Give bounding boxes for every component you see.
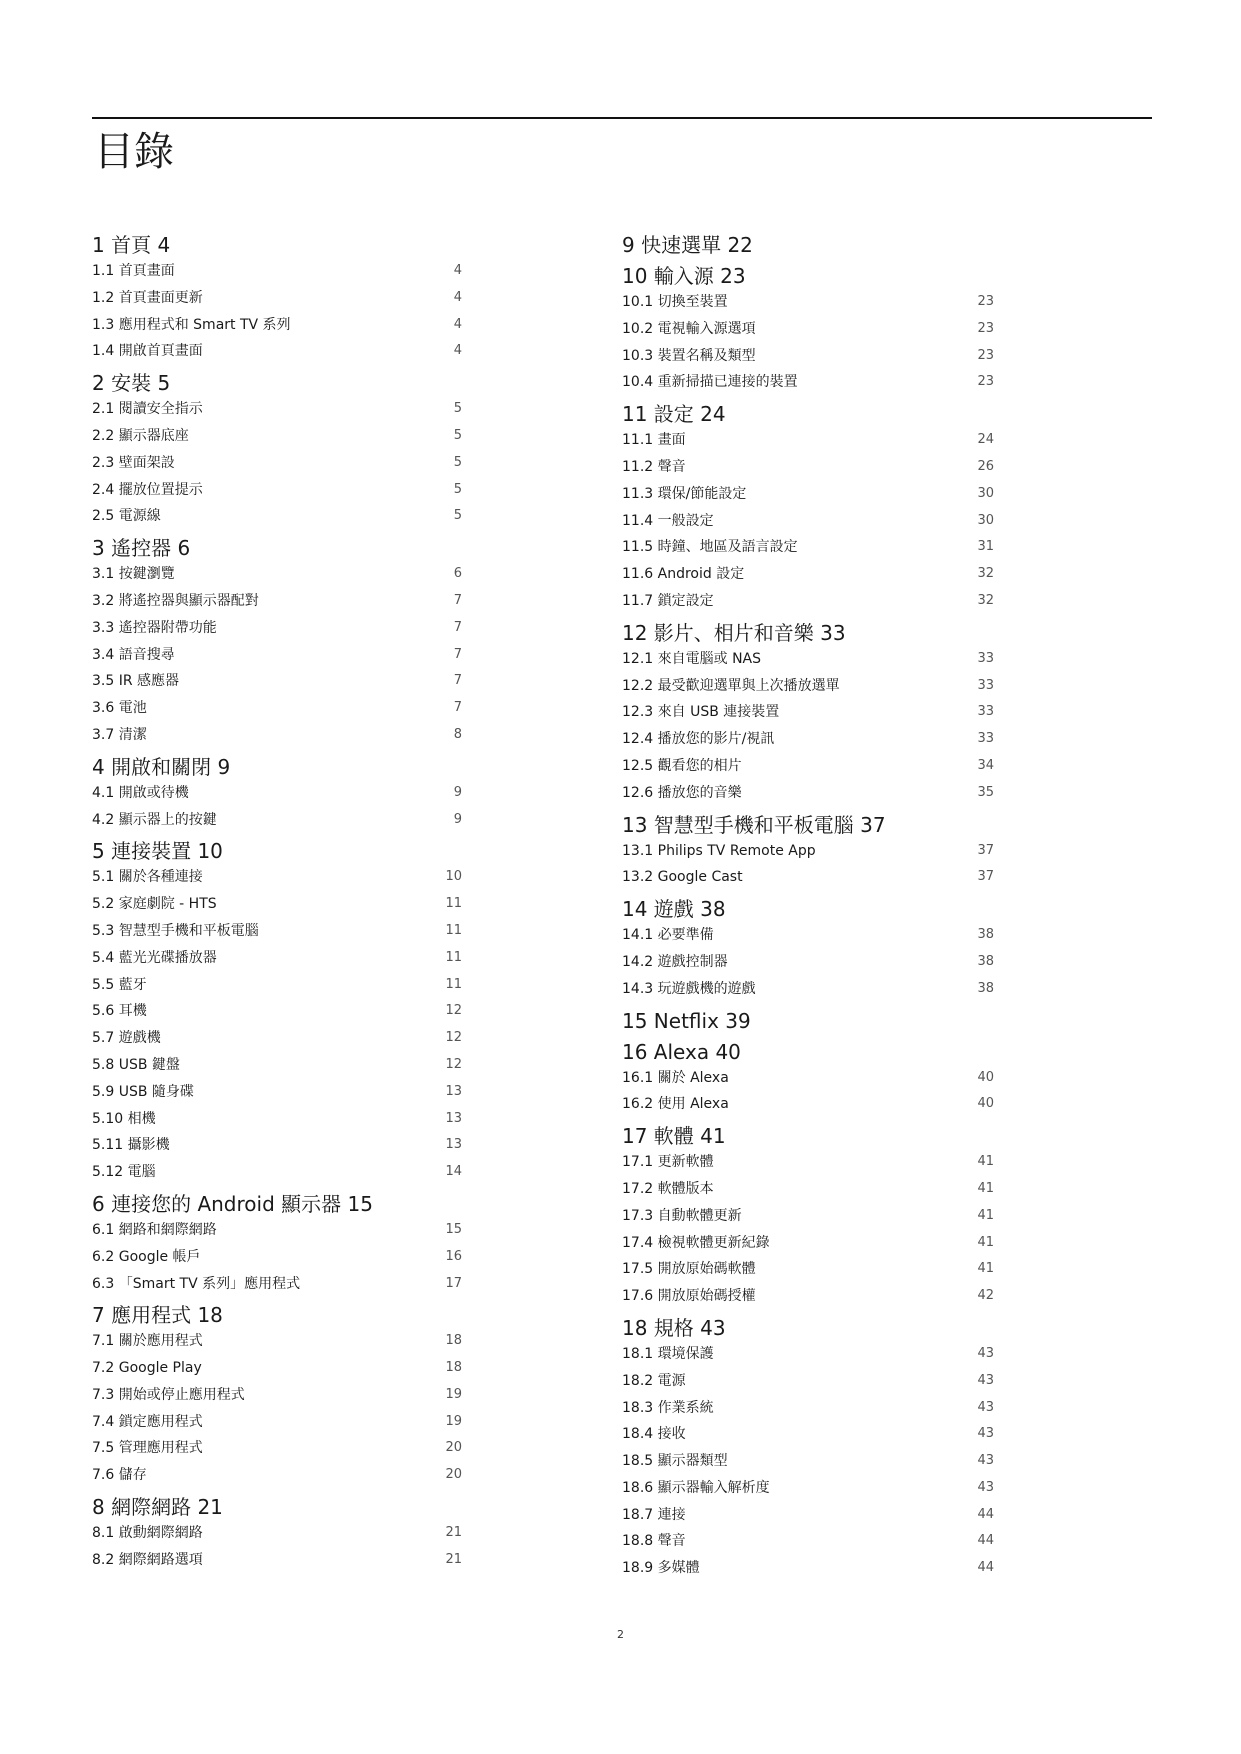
toc-entry-label: 11.5 時鐘、地區及語言設定 [622,539,798,556]
toc-entry[interactable] [622,508,994,535]
toc-right-column [622,232,994,1582]
toc-entry-page: 31 [977,539,994,555]
toc-entry[interactable] [92,423,462,450]
toc-entry-label: 3.1 按鍵瀏覽 [92,566,175,583]
toc-entry-page: 5 [453,481,462,497]
toc-entry-label: 10.2 電視輸入源選項 [622,320,756,337]
toc-entry-label: 18.8 聲音 [622,1533,686,1550]
toc-entry[interactable] [622,1065,994,1092]
toc-entry-page: 6 [453,566,462,582]
toc-entry-page: 24 [977,432,994,448]
toc-section-heading[interactable]: 7 應用程式 18 [92,1303,223,1328]
toc-entry[interactable] [92,450,462,477]
toc-entry[interactable] [622,1176,994,1203]
toc-entry-page: 7 [453,592,462,608]
toc-entry-label: 5.9 USB 隨身碟 [92,1083,194,1100]
toc-entry-label: 5.7 遊戲機 [92,1030,161,1047]
toc-entry-label: 18.2 電源 [622,1372,686,1389]
toc-entry-page: 43 [977,1372,994,1388]
toc-entry-label: 7.1 關於應用程式 [92,1333,203,1350]
toc-entry-label: 18.9 多媒體 [622,1560,700,1577]
toc-entry[interactable] [622,1448,994,1475]
toc-entry[interactable] [622,427,994,454]
toc-entry[interactable] [622,646,994,673]
toc-entry[interactable] [622,780,994,807]
toc-entry-label: 1.3 應用程式和 Smart TV 系列 [92,316,291,333]
toc-section-heading[interactable]: 15 Netflix 39 [622,1008,751,1033]
toc-entry-label: 18.5 顯示器類型 [622,1453,728,1470]
toc-entry-page: 5 [453,427,462,443]
toc-entry-page: 44 [977,1560,994,1576]
toc-section-heading[interactable]: 12 影片、相片和音樂 33 [622,620,846,645]
toc-entry-page: 38 [977,927,994,943]
toc-entry-page: 20 [445,1467,462,1483]
toc-entry-page: 12 [445,1030,462,1046]
toc-section-heading[interactable]: 5 連接裝置 10 [92,839,223,864]
toc-left-column [92,232,462,1574]
toc-entry[interactable] [622,1528,994,1555]
toc-entry[interactable] [92,561,462,588]
toc-section-heading[interactable]: 18 規格 43 [622,1315,726,1340]
toc-section-heading[interactable]: 17 軟體 41 [622,1124,726,1149]
toc-section-heading[interactable]: 2 安裝 5 [92,371,171,396]
toc-entry-label: 17.3 自動軟體更新 [622,1207,742,1224]
toc-entry-page: 12 [445,1056,462,1072]
toc-section-heading[interactable]: 6 連接您的 Android 顯示器 15 [92,1191,373,1216]
top-rule [92,117,1152,119]
toc-entry-label: 8.1 啟動網際網路 [92,1525,203,1542]
toc-entry-label: 3.3 遙控器附帶功能 [92,619,217,636]
toc-entry[interactable] [92,1328,462,1355]
toc-entry[interactable] [92,998,462,1025]
toc-entry-label: 12.3 來自 USB 連接裝置 [622,704,780,721]
toc-entry-label: 18.7 連接 [622,1506,686,1523]
toc-entry-page: 21 [445,1551,462,1567]
toc-entry-page: 40 [977,1096,994,1112]
toc-entry[interactable] [622,864,994,891]
toc-entry-label: 17.2 軟體版本 [622,1180,714,1197]
toc-entry-label: 4.1 開啟或待機 [92,784,189,801]
toc-entry[interactable] [92,285,462,312]
toc-entry[interactable] [92,972,462,999]
toc-entry[interactable] [622,726,994,753]
toc-entry[interactable] [92,338,462,365]
toc-entry[interactable] [622,1475,994,1502]
toc-entry-label: 5.3 智慧型手機和平板電腦 [92,922,259,939]
toc-entry-page: 43 [977,1426,994,1442]
toc-entry-label: 2.2 顯示器底座 [92,427,189,444]
toc-section-heading[interactable]: 4 開啟和關閉 9 [92,754,231,779]
toc-entry-page: 37 [977,869,994,885]
toc-entry[interactable] [622,699,994,726]
toc-entry-page: 11 [445,949,462,965]
toc-entry[interactable] [92,1271,462,1298]
toc-entry-page: 5 [453,454,462,470]
toc-entry-label: 12.6 播放您的音樂 [622,784,742,801]
toc-entry-page: 19 [445,1413,462,1429]
toc-entry-page: 21 [445,1525,462,1541]
toc-entry-label: 16.2 使用 Alexa [622,1096,729,1113]
toc-entry-label: 11.1 畫面 [622,432,686,449]
toc-entry-label: 5.8 USB 鍵盤 [92,1056,180,1073]
toc-entry[interactable] [92,1244,462,1271]
toc-entry[interactable] [92,1382,462,1409]
toc-entry-label: 2.1 閱讀安全指示 [92,401,203,418]
toc-entry-page: 13 [445,1137,462,1153]
toc-entry-label: 5.5 藍牙 [92,976,147,993]
toc-entry-label: 18.1 環境保護 [622,1345,714,1362]
toc-entry[interactable] [92,1052,462,1079]
toc-entry-page: 42 [977,1288,994,1304]
toc-entry-label: 18.3 作業系統 [622,1399,714,1416]
toc-entry-label: 10.3 裝置名稱及類型 [622,347,756,364]
toc-entry[interactable] [92,722,462,749]
toc-entry-page: 43 [977,1453,994,1469]
toc-entry[interactable] [622,1091,994,1118]
toc-entry-page: 7 [453,619,462,635]
toc-entry-page: 4 [453,316,462,332]
toc-entry-label: 12.5 觀看您的相片 [622,757,742,774]
toc-entry-page: 30 [977,485,994,501]
toc-entry-page: 19 [445,1386,462,1402]
toc-entry[interactable] [622,481,994,508]
toc-entry[interactable] [622,534,994,561]
toc-entry-page: 43 [977,1479,994,1495]
toc-entry-label: 13.2 Google Cast [622,869,743,886]
toc-entry-page: 16 [445,1248,462,1264]
toc-entry-label: 7.5 管理應用程式 [92,1440,203,1457]
toc-entry-label: 2.4 擺放位置提示 [92,481,203,498]
toc-entry-label: 3.5 IR 感應器 [92,673,180,690]
toc-entry[interactable] [92,918,462,945]
toc-entry-page: 33 [977,677,994,693]
toc-entry-page: 43 [977,1345,994,1361]
toc-entry-label: 7.6 儲存 [92,1467,147,1484]
toc-entry[interactable] [622,1256,994,1283]
toc-entry[interactable] [622,316,994,343]
page-number: 2 [617,1628,624,1641]
toc-entry-label: 18.4 接收 [622,1426,686,1443]
toc-entry-page: 18 [445,1360,462,1376]
toc-entry-label: 14.1 必要準備 [622,927,714,944]
toc-entry-label: 3.2 將遙控器與顯示器配對 [92,592,259,609]
toc-entry-label: 5.2 家庭劇院 - HTS [92,896,217,913]
toc-entry-label: 5.11 攝影機 [92,1137,170,1154]
toc-entry[interactable] [622,561,994,588]
toc-entry-page: 40 [977,1069,994,1085]
toc-entry[interactable] [92,780,462,807]
toc-section-heading[interactable]: 13 智慧型手機和平板電腦 37 [622,812,886,837]
toc-entry[interactable] [92,1547,462,1574]
toc-entry-page: 8 [453,726,462,742]
toc-entry[interactable] [92,1520,462,1547]
toc-entry-label: 8.2 網際網路選項 [92,1551,203,1568]
toc-entry[interactable] [622,1502,994,1529]
toc-entry-label: 2.3 壁面架設 [92,454,175,471]
toc-entry-page: 32 [977,566,994,582]
toc-entry-page: 37 [977,842,994,858]
toc-entry-page: 35 [977,784,994,800]
toc-entry[interactable] [92,1025,462,1052]
toc-entry[interactable] [92,668,462,695]
toc-entry[interactable] [622,838,994,865]
toc-entry-page: 41 [977,1154,994,1170]
toc-entry-page: 7 [453,646,462,662]
toc-entry-label: 5.10 相機 [92,1110,156,1127]
toc-entry-label: 5.6 耳機 [92,1003,147,1020]
toc-section-heading[interactable]: 10 輸入源 23 [622,264,746,288]
toc-entry-label: 18.6 顯示器輸入解析度 [622,1479,770,1496]
toc-entry[interactable] [92,396,462,423]
toc-entry[interactable] [622,1555,994,1582]
toc-entry[interactable] [622,1368,994,1395]
toc-entry-page: 15 [445,1221,462,1237]
toc-entry[interactable] [92,503,462,530]
toc-entry[interactable] [92,1409,462,1436]
toc-section-heading[interactable]: 14 遊戲 38 [622,897,726,922]
toc-entry[interactable] [92,1132,462,1159]
toc-entry-label: 1.1 首頁畫面 [92,263,175,279]
toc-entry-page: 11 [445,922,462,938]
toc-entry[interactable] [622,949,994,976]
toc-entry-page: 7 [453,673,462,689]
toc-entry-label: 14.2 遊戲控制器 [622,953,728,970]
toc-entry-page: 14 [445,1164,462,1180]
toc-entry-label: 7.3 開始或停止應用程式 [92,1386,245,1403]
toc-entry-page: 4 [453,343,462,359]
toc-entry-page: 43 [977,1399,994,1415]
toc-entry-page: 41 [977,1207,994,1223]
toc-entry-label: 1.4 開啟首頁畫面 [92,343,203,360]
toc-section-heading[interactable]: 1 首頁 4 [92,233,171,257]
toc-entry[interactable] [622,369,994,396]
toc-entry[interactable] [622,588,994,615]
toc-entry[interactable] [92,945,462,972]
toc-entry-page: 26 [977,458,994,474]
toc-entry-label: 5.12 電腦 [92,1164,156,1181]
toc-entry[interactable] [92,615,462,642]
toc-entry-page: 41 [977,1180,994,1196]
toc-entry-page: 13 [445,1110,462,1126]
toc-entry-page: 30 [977,512,994,528]
toc-entry[interactable] [622,1230,994,1257]
toc-entry-label: 4.2 顯示器上的按鍵 [92,811,217,828]
toc-entry-page: 44 [977,1533,994,1549]
toc-entry[interactable] [92,864,462,891]
toc-entry-page: 33 [977,650,994,666]
toc-entry[interactable] [92,1435,462,1462]
toc-entry-label: 11.3 環保/節能設定 [622,485,747,502]
toc-entry-page: 4 [453,263,462,278]
toc-entry-label: 17.4 檢視軟體更新紀錄 [622,1234,770,1251]
toc-entry-label: 2.5 電源線 [92,508,161,525]
toc-entry-label: 12.2 最受歡迎選單與上次播放選單 [622,677,840,694]
toc-entry-label: 13.1 Philips TV Remote App [622,842,816,859]
page-title: 目錄 [94,129,174,175]
toc-entry-label: 14.3 玩遊戲機的遊戲 [622,980,756,997]
toc-entry-label: 6.2 Google 帳戶 [92,1248,201,1265]
toc-entry[interactable] [622,976,994,1003]
toc-entry[interactable] [92,258,462,285]
toc-section-heading[interactable]: 16 Alexa 40 [622,1039,741,1064]
toc-entry-page: 13 [445,1083,462,1099]
toc-entry-label: 12.4 播放您的影片/視訊 [622,731,775,748]
toc-entry-label: 11.7 鎖定設定 [622,592,714,609]
toc-entry-label: 1.2 首頁畫面更新 [92,289,203,306]
toc-entry-label: 5.1 關於各種連接 [92,869,203,886]
toc-entry[interactable] [622,1203,994,1230]
toc-entry-label: 17.5 開放原始碼軟體 [622,1261,756,1278]
toc-entry-page: 5 [453,508,462,524]
toc-section-heading[interactable]: 11 設定 24 [622,402,726,427]
toc-entry-label: 7.4 鎖定應用程式 [92,1413,203,1430]
toc-entry-label: 17.1 更新軟體 [622,1154,714,1171]
toc-entry[interactable] [622,922,994,949]
toc-entry-page: 18 [445,1333,462,1349]
toc-entry[interactable] [622,343,994,370]
toc-entry[interactable] [622,1421,994,1448]
toc-entry-label: 11.4 一般設定 [622,512,714,529]
toc-entry[interactable] [622,1395,994,1422]
toc-entry-page: 23 [977,374,994,390]
toc-section-heading[interactable]: 8 網際網路 21 [92,1495,223,1520]
toc-entry-page: 5 [453,401,462,417]
toc-entry[interactable] [92,807,462,834]
toc-entry-label: 10.4 重新掃描已連接的裝置 [622,374,798,391]
toc-entry-label: 6.3 「Smart TV 系列」應用程式 [92,1275,301,1292]
toc-entry-page: 33 [977,704,994,720]
toc-entry[interactable] [92,1106,462,1133]
toc-entry[interactable] [622,289,994,316]
toc-entry-page: 32 [977,592,994,608]
toc-entry-page: 11 [445,976,462,992]
toc-section-heading[interactable]: 3 遙控器 6 [92,536,191,561]
toc-entry-label: 16.1 關於 Alexa [622,1069,729,1086]
toc-entry-page: 38 [977,953,994,969]
toc-entry-page: 20 [445,1440,462,1456]
toc-entry-page: 23 [977,294,994,309]
toc-entry[interactable] [622,1149,994,1176]
toc-entry-page: 34 [977,757,994,773]
toc-entry-label: 10.1 切換至裝置 [622,294,728,310]
toc-entry[interactable] [92,1079,462,1106]
toc-entry[interactable] [622,753,994,780]
toc-entry[interactable] [92,1462,462,1489]
toc-entry[interactable] [622,1341,994,1368]
toc-entry-page: 4 [453,289,462,305]
toc-entry-page: 11 [445,896,462,912]
toc-entry-page: 23 [977,347,994,363]
toc-entry-label: 11.2 聲音 [622,458,686,475]
toc-entry[interactable] [92,312,462,339]
toc-entry[interactable] [92,891,462,918]
toc-entry[interactable] [622,673,994,700]
toc-entry[interactable] [92,1355,462,1382]
toc-entry[interactable] [622,1283,994,1310]
toc-entry-page: 41 [977,1234,994,1250]
toc-entry-page: 12 [445,1003,462,1019]
toc-entry[interactable] [622,454,994,481]
toc-entry[interactable] [92,642,462,669]
toc-entry-label: 6.1 網路和網際網路 [92,1221,217,1238]
toc-entry[interactable] [92,1217,462,1244]
toc-entry-page: 33 [977,731,994,747]
toc-entry-page: 23 [977,320,994,336]
toc-entry-label: 11.6 Android 設定 [622,566,745,583]
toc-entry-label: 5.4 藍光光碟播放器 [92,949,217,966]
toc-entry-page: 38 [977,980,994,996]
toc-entry-page: 17 [445,1275,462,1291]
toc-entry[interactable] [92,588,462,615]
toc-entry-label: 3.6 電池 [92,700,147,717]
toc-entry[interactable] [92,1159,462,1186]
toc-entry-page: 9 [453,784,462,800]
toc-entry-page: 10 [445,869,462,885]
toc-entry-page: 7 [453,700,462,716]
toc-entry-label: 12.1 來自電腦或 NAS [622,650,762,667]
toc-entry[interactable] [92,477,462,504]
toc-entry-page: 41 [977,1261,994,1277]
toc-entry-label: 3.4 語音搜尋 [92,646,175,663]
toc-entry-page: 9 [453,811,462,827]
toc-entry-label: 3.7 清潔 [92,726,147,743]
toc-entry-page: 44 [977,1506,994,1522]
toc-entry-label: 17.6 開放原始碼授權 [622,1288,756,1305]
toc-entry-label: 7.2 Google Play [92,1360,202,1377]
toc-entry[interactable] [92,695,462,722]
toc-section-heading[interactable]: 9 快速選單 22 [622,233,753,257]
